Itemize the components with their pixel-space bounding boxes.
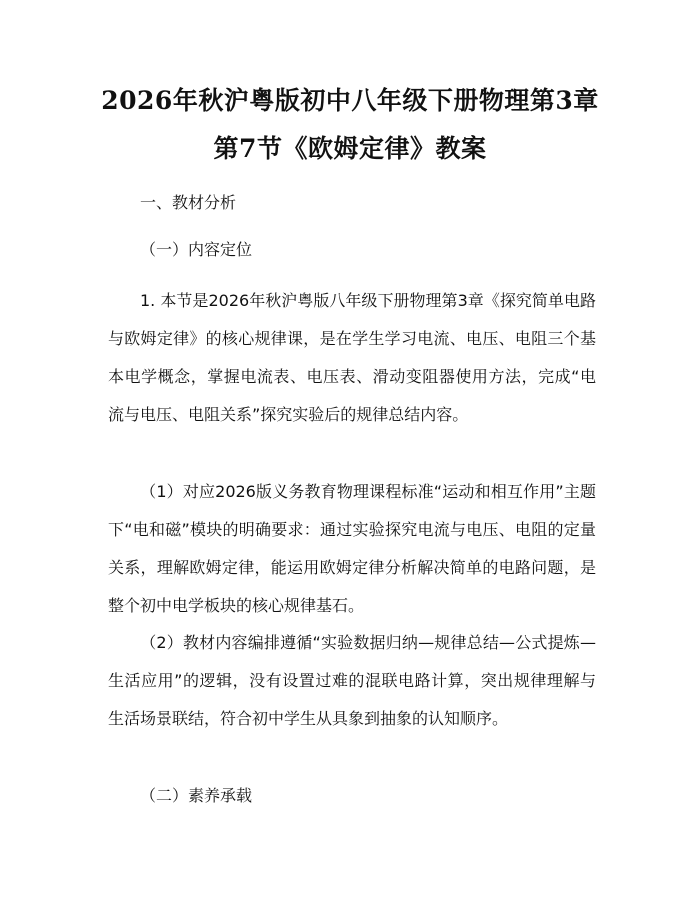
paragraph-1-text: 1. 本节是2026年秋沪粤版八年级下册物理第3章《探究简单电路与欧姆定律》的核心规律课，是在学生学习电流、电压、电阻三个基本电学概念，掌握电流表、电压表、滑动变阻器使用方法，完成“电流与电压、电阻关系”探究实验后的规律总结内容。	[108, 291, 596, 424]
paragraph-3-text: （2）教材内容编排遵循“实验数据归纳—规律总结—公式提炼—生活应用”的逻辑，没有设置过难的混联电路计算，突出规律理解与生活场景联结，符合初中学生从具象到抽象的认知顺序。	[108, 633, 596, 728]
paragraph-3	[108, 624, 596, 738]
document-title-line2: 第7节《欧姆定律》教案	[213, 134, 487, 163]
paragraph-2-text: （1）对应2026版义务教育物理课程标准“运动和相互作用”主题下“电和磁”模块的明确要求：通过实验探究电流与电压、电阻的定量关系，理解欧姆定律，能运用欧姆定律分析解决简单的电路问题，是整个初中电学板块的核心规律基石。	[108, 482, 596, 615]
subsection-heading-literacy: （二）素养承载	[140, 786, 253, 805]
section-heading-textbook-analysis: 一、教材分析	[140, 193, 237, 212]
paragraph-2	[108, 473, 596, 625]
document-title-line1: 2026年秋沪粤版初中八年级下册物理第3章	[101, 86, 599, 115]
paragraph-1	[108, 282, 596, 434]
subsection-heading-content-positioning: （一）内容定位	[140, 240, 253, 259]
